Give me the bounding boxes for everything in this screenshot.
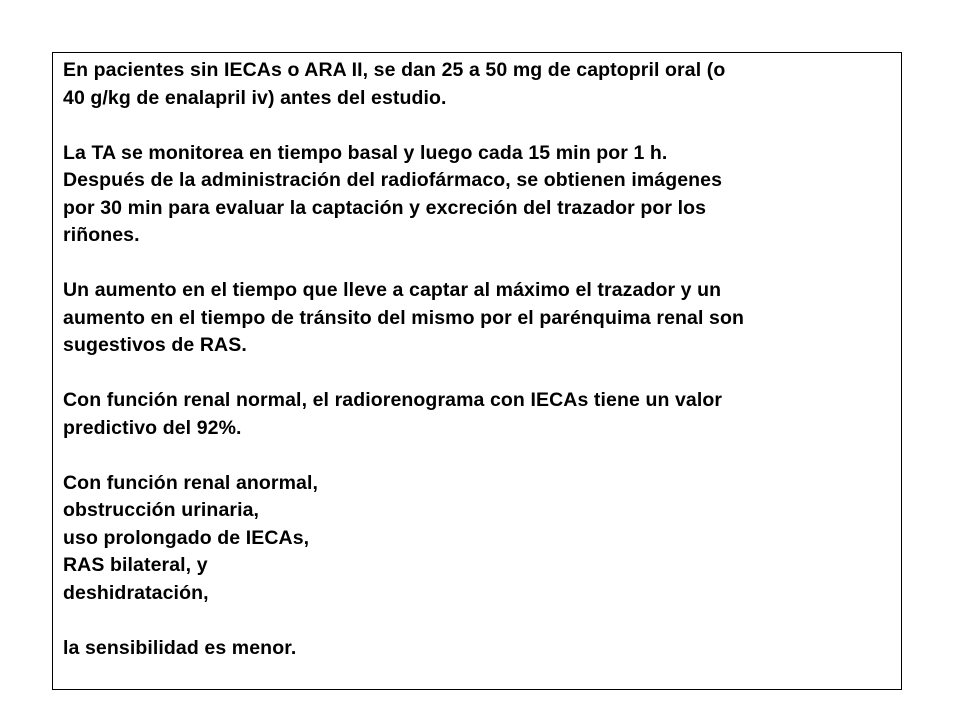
paragraph-conditions-list [63,470,891,608]
list-item: Con función renal anormal, [63,471,319,494]
list-item: uso prolongado de IECAs, [63,526,310,549]
text-line: predictivo del 92%. [63,416,242,439]
text-line: aumento en el tiempo de tránsito del mismo por el parénquima renal son [63,306,744,329]
text-line: por 30 min para evaluar la captación y excreción del trazador por los [63,196,707,219]
paragraph-monitoring [63,140,891,250]
list-item: deshidratación, [63,581,209,604]
paragraph-findings [63,277,891,360]
text-line: En pacientes sin IECAs o ARA II, se dan 25 a 50 mg de captopril oral (o [63,59,726,81]
text-line: La TA se monitorea en tiempo basal y luego cada 15 min por 1 h. [63,141,668,164]
text-line: Con función renal normal, el radiorenograma con IECAs tiene un valor [63,389,723,411]
paragraph-captopril [63,57,891,112]
list-item: RAS bilateral, y [63,554,208,576]
text-line: Un aumento en el tiempo que lleve a captar al máximo el trazador y un [63,279,722,301]
paragraph-predictive-value [63,387,891,442]
list-item: obstrucción urinaria, [63,499,260,521]
text-line: la sensibilidad es menor. [63,636,297,659]
text-box [52,52,902,690]
text-line: sugestivos de RAS. [63,334,247,356]
text-line: riñones. [63,224,140,246]
text-line: Después de la administración del radiofármaco, se obtienen imágenes [63,169,723,191]
text-line: 40 g/kg de enalapril iv) antes del estudio. [63,86,447,109]
paragraph-conclusion [63,635,891,663]
